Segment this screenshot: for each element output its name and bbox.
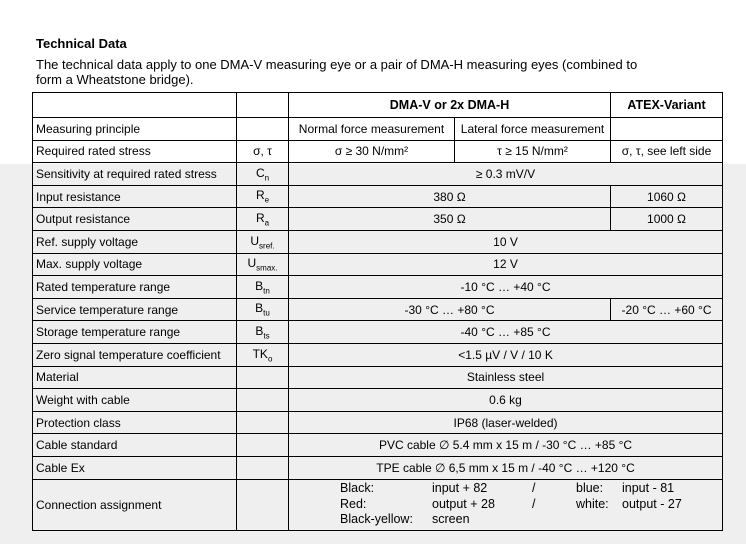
header-empty-label (33, 93, 237, 118)
row-value: <1.5 µV / V / 10 K (289, 343, 723, 366)
row-label: Weight with cable (33, 389, 237, 412)
row-label: Service temperature range (33, 298, 237, 321)
row-label: Measuring principle (33, 118, 237, 141)
subheader-normal: Normal force measurement (289, 118, 455, 141)
wire-white-label: white: (576, 496, 609, 511)
row-label: Protection class (33, 411, 237, 434)
row-value: 350 Ω (289, 208, 611, 231)
row-label: Rated temperature range (33, 276, 237, 299)
wire-white-value: output - 27 (622, 496, 682, 511)
header-empty-symbol (237, 93, 289, 118)
row-symbol (237, 434, 289, 457)
row-atex-value: 1000 Ω (611, 208, 723, 231)
table-row (33, 230, 723, 253)
row-value: 12 V (289, 253, 723, 276)
row-symbol: $R_a$ (237, 208, 289, 231)
row-symbol (237, 118, 289, 141)
connection-row (33, 479, 723, 530)
table-row (33, 253, 723, 276)
header-atex: ATEX-Variant (611, 93, 723, 118)
row-value: TPE cable ∅ 6,5 mm x 15 m / -40 °C … +120 °C (289, 456, 723, 479)
row-symbol: $B_{tn}$ (237, 276, 289, 299)
row-symbol: $C_n$ (237, 163, 289, 186)
wire-blue-value: input - 81 (622, 481, 675, 496)
row-atex-value: 1060 Ω (611, 185, 723, 208)
row-normal-value: σ ≥ 30 N/mm² (289, 140, 455, 163)
row-label: Cable Ex (33, 456, 237, 479)
separator: / (532, 496, 536, 511)
row-value: -40 °C … +85 °C (289, 321, 723, 344)
table-row (33, 298, 723, 321)
row-symbol: $B_{tu}$ (237, 298, 289, 321)
row-label: Output resistance (33, 208, 237, 231)
table-row (33, 434, 723, 457)
row-atex-value: σ, τ, see left side (611, 140, 723, 163)
row-symbol (237, 389, 289, 412)
row-atex (611, 118, 723, 141)
table-row (33, 118, 723, 141)
connection-grid (292, 481, 719, 528)
table-row (33, 321, 723, 344)
header-dma: DMA-V or 2x DMA-H (289, 93, 611, 118)
table-row (33, 163, 723, 186)
row-value: Stainless steel (289, 366, 723, 389)
wire-blue-label: blue: (576, 481, 604, 496)
row-value: -10 °C … +40 °C (289, 276, 723, 299)
row-value: -30 °C … +80 °C (289, 298, 611, 321)
row-label: Input resistance (33, 185, 237, 208)
subheader-lateral: Lateral force measurement (455, 118, 611, 141)
wire-black-yellow-value: screen (432, 512, 470, 527)
row-value: IP68 (laser-welded) (289, 411, 723, 434)
table-row (33, 208, 723, 231)
table-row (33, 389, 723, 412)
table-row (33, 140, 723, 163)
technical-data-table (32, 92, 723, 531)
separator: / (532, 481, 536, 496)
row-symbol (237, 411, 289, 434)
row-label: Cable standard (33, 434, 237, 457)
table-row (33, 276, 723, 299)
row-symbol: $TK_o$ (237, 343, 289, 366)
row-label: Max. supply voltage (33, 253, 237, 276)
wire-black-value: input + 82 (432, 481, 488, 496)
row-symbol (237, 366, 289, 389)
row-symbol: σ, τ (237, 140, 289, 163)
row-label: Ref. supply voltage (33, 230, 237, 253)
wire-black-label: Black: (340, 481, 375, 496)
wire-red-label: Red: (340, 496, 367, 511)
row-symbol (237, 456, 289, 479)
table-row (33, 456, 723, 479)
row-label: Sensitivity at required rated stress (33, 163, 237, 186)
intro-paragraph: The technical data apply to one DMA-V measuring eye or a pair of DMA-H measuring eyes (combined to form a Wheatstone bridge). (36, 57, 638, 87)
connection-assignment-cell (289, 479, 723, 530)
table-row (33, 366, 723, 389)
wire-red-value: output + 28 (432, 496, 495, 511)
row-value: ≥ 0.3 mV/V (289, 163, 723, 186)
row-lateral-value: τ ≥ 15 N/mm² (455, 140, 611, 163)
section-title: Technical Data (36, 36, 127, 51)
row-symbol: $R_e$ (237, 185, 289, 208)
table-row (33, 185, 723, 208)
row-label: Zero signal temperature coefficient (33, 343, 237, 366)
row-value: 0.6 kg (289, 389, 723, 412)
row-label: Material (33, 366, 237, 389)
row-symbol (237, 479, 289, 530)
row-symbol: $U_{smax.}$ (237, 253, 289, 276)
table-header-row (33, 93, 723, 118)
row-atex-value: -20 °C … +60 °C (611, 298, 723, 321)
row-value: 380 Ω (289, 185, 611, 208)
table-row (33, 411, 723, 434)
row-symbol: $B_{ts}$ (237, 321, 289, 344)
row-label: Connection assignment (33, 479, 237, 530)
row-value: PVC cable ∅ 5.4 mm x 15 m / -30 °C … +85 °C (289, 434, 723, 457)
wire-black-yellow-label: Black-yellow: (340, 512, 413, 527)
row-label: Storage temperature range (33, 321, 237, 344)
row-label: Required rated stress (33, 140, 237, 163)
row-symbol: $U_{sref.}$ (237, 230, 289, 253)
table-row (33, 343, 723, 366)
row-value: 10 V (289, 230, 723, 253)
